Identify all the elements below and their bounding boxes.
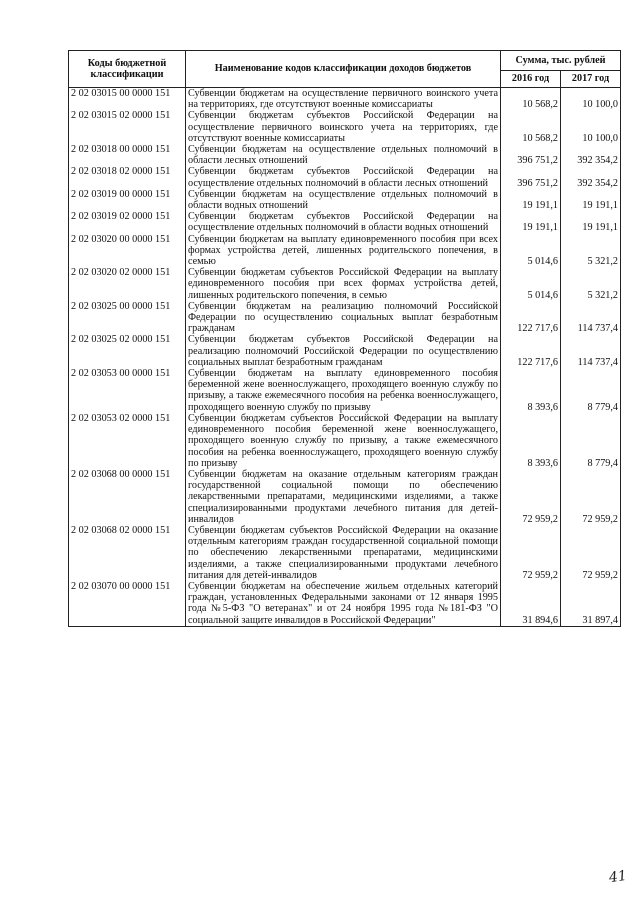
amount-2017-cell: 10 100,0 [561, 110, 621, 144]
amount-2017-cell: 5 321,2 [561, 234, 621, 268]
sum-column-header: Сумма, тыс. рублей [501, 51, 621, 71]
budget-revenue-table [68, 50, 621, 627]
table-row [69, 211, 621, 233]
classification-code-cell: 2 02 03019 02 0000 151 [69, 211, 186, 233]
revenue-name-cell: Субвенции бюджетам субъектов Российской Федерации на оказание отдельным категориям граждан государственной социальной помощи по обеспечению лекарственными препаратами, медицинскими изделиями, а также специализированными продуктами лечебного питания для детей-инвалидов [186, 525, 501, 581]
table-row [69, 110, 621, 144]
classification-code-cell: 2 02 03053 02 0000 151 [69, 413, 186, 469]
table-row [69, 301, 621, 335]
amount-2016-cell: 10 568,2 [501, 88, 561, 111]
classification-code-cell: 2 02 03015 00 0000 151 [69, 88, 186, 111]
revenue-name-cell: Субвенции бюджетам на реализацию полномочий Российской Федерации по осуществлению социальных выплат безработным гражданам [186, 301, 501, 335]
classification-code-cell: 2 02 03020 02 0000 151 [69, 267, 186, 301]
amount-2016-cell: 5 014,6 [501, 267, 561, 301]
amount-2017-cell: 8 779,4 [561, 413, 621, 469]
revenue-name-cell: Субвенции бюджетам на выплату единовременного пособия беременной жене военнослужащего, проходящего военную службу по призыву, а также ежемесячного пособия на ребенка военнослужащего, проходящего военную службу по призыву [186, 368, 501, 413]
revenue-name-cell: Субвенции бюджетам субъектов Российской Федерации на осуществление отдельных полномочий в области лесных отношений [186, 166, 501, 188]
amount-2017-cell: 72 959,2 [561, 469, 621, 525]
classification-code-cell: 2 02 03020 00 0000 151 [69, 234, 186, 268]
revenue-name-cell: Субвенции бюджетам субъектов Российской Федерации на выплату единовременного пособия при всех формах устройства детей, лишенных родительского попечения, в семью [186, 267, 501, 301]
classification-code-cell: 2 02 03018 02 0000 151 [69, 166, 186, 188]
amount-2016-cell: 396 751,2 [501, 144, 561, 166]
table-row [69, 144, 621, 166]
table-row [69, 334, 621, 368]
revenue-name-cell: Субвенции бюджетам на выплату единовременного пособия при всех формах устройства детей, лишенных родительского попечения, в семью [186, 234, 501, 268]
classification-code-cell: 2 02 03015 02 0000 151 [69, 110, 186, 144]
revenue-name-cell: Субвенции бюджетам на обеспечение жильем отдельных категорий граждан, установленных Федеральными законами от 12 января 1995 года №5-ФЗ "О ветеранах" и от 24 ноября 1995 года №181-ФЗ "О социальной защите инвалидов в Российской Федерации" [186, 581, 501, 626]
amount-2016-cell: 19 191,1 [501, 189, 561, 211]
amount-2017-cell: 392 354,2 [561, 144, 621, 166]
amount-2016-cell: 122 717,6 [501, 301, 561, 335]
amount-2017-cell: 19 191,1 [561, 189, 621, 211]
amount-2017-cell: 8 779,4 [561, 368, 621, 413]
classification-code-cell: 2 02 03025 00 0000 151 [69, 301, 186, 335]
table-row [69, 469, 621, 525]
amount-2016-cell: 8 393,6 [501, 368, 561, 413]
year-2016-header: 2016 год [501, 71, 561, 88]
revenue-name-cell: Субвенции бюджетам субъектов Российской Федерации на реализацию полномочий Российской Федерации по осуществлению социальных выплат безработным гражданам [186, 334, 501, 368]
amount-2017-cell: 72 959,2 [561, 525, 621, 581]
revenue-name-cell: Субвенции бюджетам субъектов Российской Федерации на осуществление отдельных полномочий в области водных отношений [186, 211, 501, 233]
revenue-name-cell: Субвенции бюджетам на осуществление отдельных полномочий в области водных отношений [186, 189, 501, 211]
revenue-name-cell: Субвенции бюджетам на осуществление отдельных полномочий в области лесных отношений [186, 144, 501, 166]
page-number: 41 [607, 867, 628, 887]
classification-code-cell: 2 02 03068 02 0000 151 [69, 525, 186, 581]
table-row [69, 525, 621, 581]
table-row [69, 234, 621, 268]
amount-2017-cell: 31 897,4 [561, 581, 621, 626]
amount-2016-cell: 10 568,2 [501, 110, 561, 144]
codes-column-header: Коды бюджетной классификации [69, 51, 186, 88]
classification-code-cell: 2 02 03053 00 0000 151 [69, 368, 186, 413]
amount-2016-cell: 5 014,6 [501, 234, 561, 268]
classification-code-cell: 2 02 03019 00 0000 151 [69, 189, 186, 211]
table-header [69, 51, 621, 88]
revenue-name-cell: Субвенции бюджетам на оказание отдельным категориям граждан государственной социальной помощи по обеспечению лекарственными препаратами, медицинскими изделиями, а также специализированными продуктами лечебного питания для детей-инвалидов [186, 469, 501, 525]
table-row [69, 88, 621, 111]
amount-2016-cell: 19 191,1 [501, 211, 561, 233]
classification-code-cell: 2 02 03018 00 0000 151 [69, 144, 186, 166]
revenue-name-cell: Субвенции бюджетам субъектов Российской Федерации на осуществление первичного воинского учета на территориях, где отсутствуют военные комиссариаты [186, 110, 501, 144]
table-row [69, 189, 621, 211]
amount-2017-cell: 114 737,4 [561, 334, 621, 368]
table-row [69, 267, 621, 301]
amount-2016-cell: 72 959,2 [501, 525, 561, 581]
table-row [69, 413, 621, 469]
classification-code-cell: 2 02 03070 00 0000 151 [69, 581, 186, 626]
amount-2017-cell: 10 100,0 [561, 88, 621, 111]
year-2017-header: 2017 год [561, 71, 621, 88]
amount-2016-cell: 8 393,6 [501, 413, 561, 469]
names-column-header: Наименование кодов классификации доходов бюджетов [186, 51, 501, 88]
table-row [69, 581, 621, 626]
amount-2017-cell: 19 191,1 [561, 211, 621, 233]
table-row [69, 166, 621, 188]
classification-code-cell: 2 02 03068 00 0000 151 [69, 469, 186, 525]
revenue-name-cell: Субвенции бюджетам субъектов Российской Федерации на выплату единовременного пособия беременной жене военнослужащего, проходящего военную службу по призыву, а также ежемесячного пособия на ребенка военнослужащего, проходящего военную службу по призыву [186, 413, 501, 469]
revenue-name-cell: Субвенции бюджетам на осуществление первичного воинского учета на территориях, где отсутствуют военные комиссариаты [186, 88, 501, 111]
amount-2017-cell: 114 737,4 [561, 301, 621, 335]
amount-2016-cell: 31 894,6 [501, 581, 561, 626]
amount-2017-cell: 5 321,2 [561, 267, 621, 301]
classification-code-cell: 2 02 03025 02 0000 151 [69, 334, 186, 368]
amount-2016-cell: 72 959,2 [501, 469, 561, 525]
amount-2016-cell: 122 717,6 [501, 334, 561, 368]
table-row [69, 368, 621, 413]
table-body [69, 88, 621, 627]
amount-2016-cell: 396 751,2 [501, 166, 561, 188]
amount-2017-cell: 392 354,2 [561, 166, 621, 188]
